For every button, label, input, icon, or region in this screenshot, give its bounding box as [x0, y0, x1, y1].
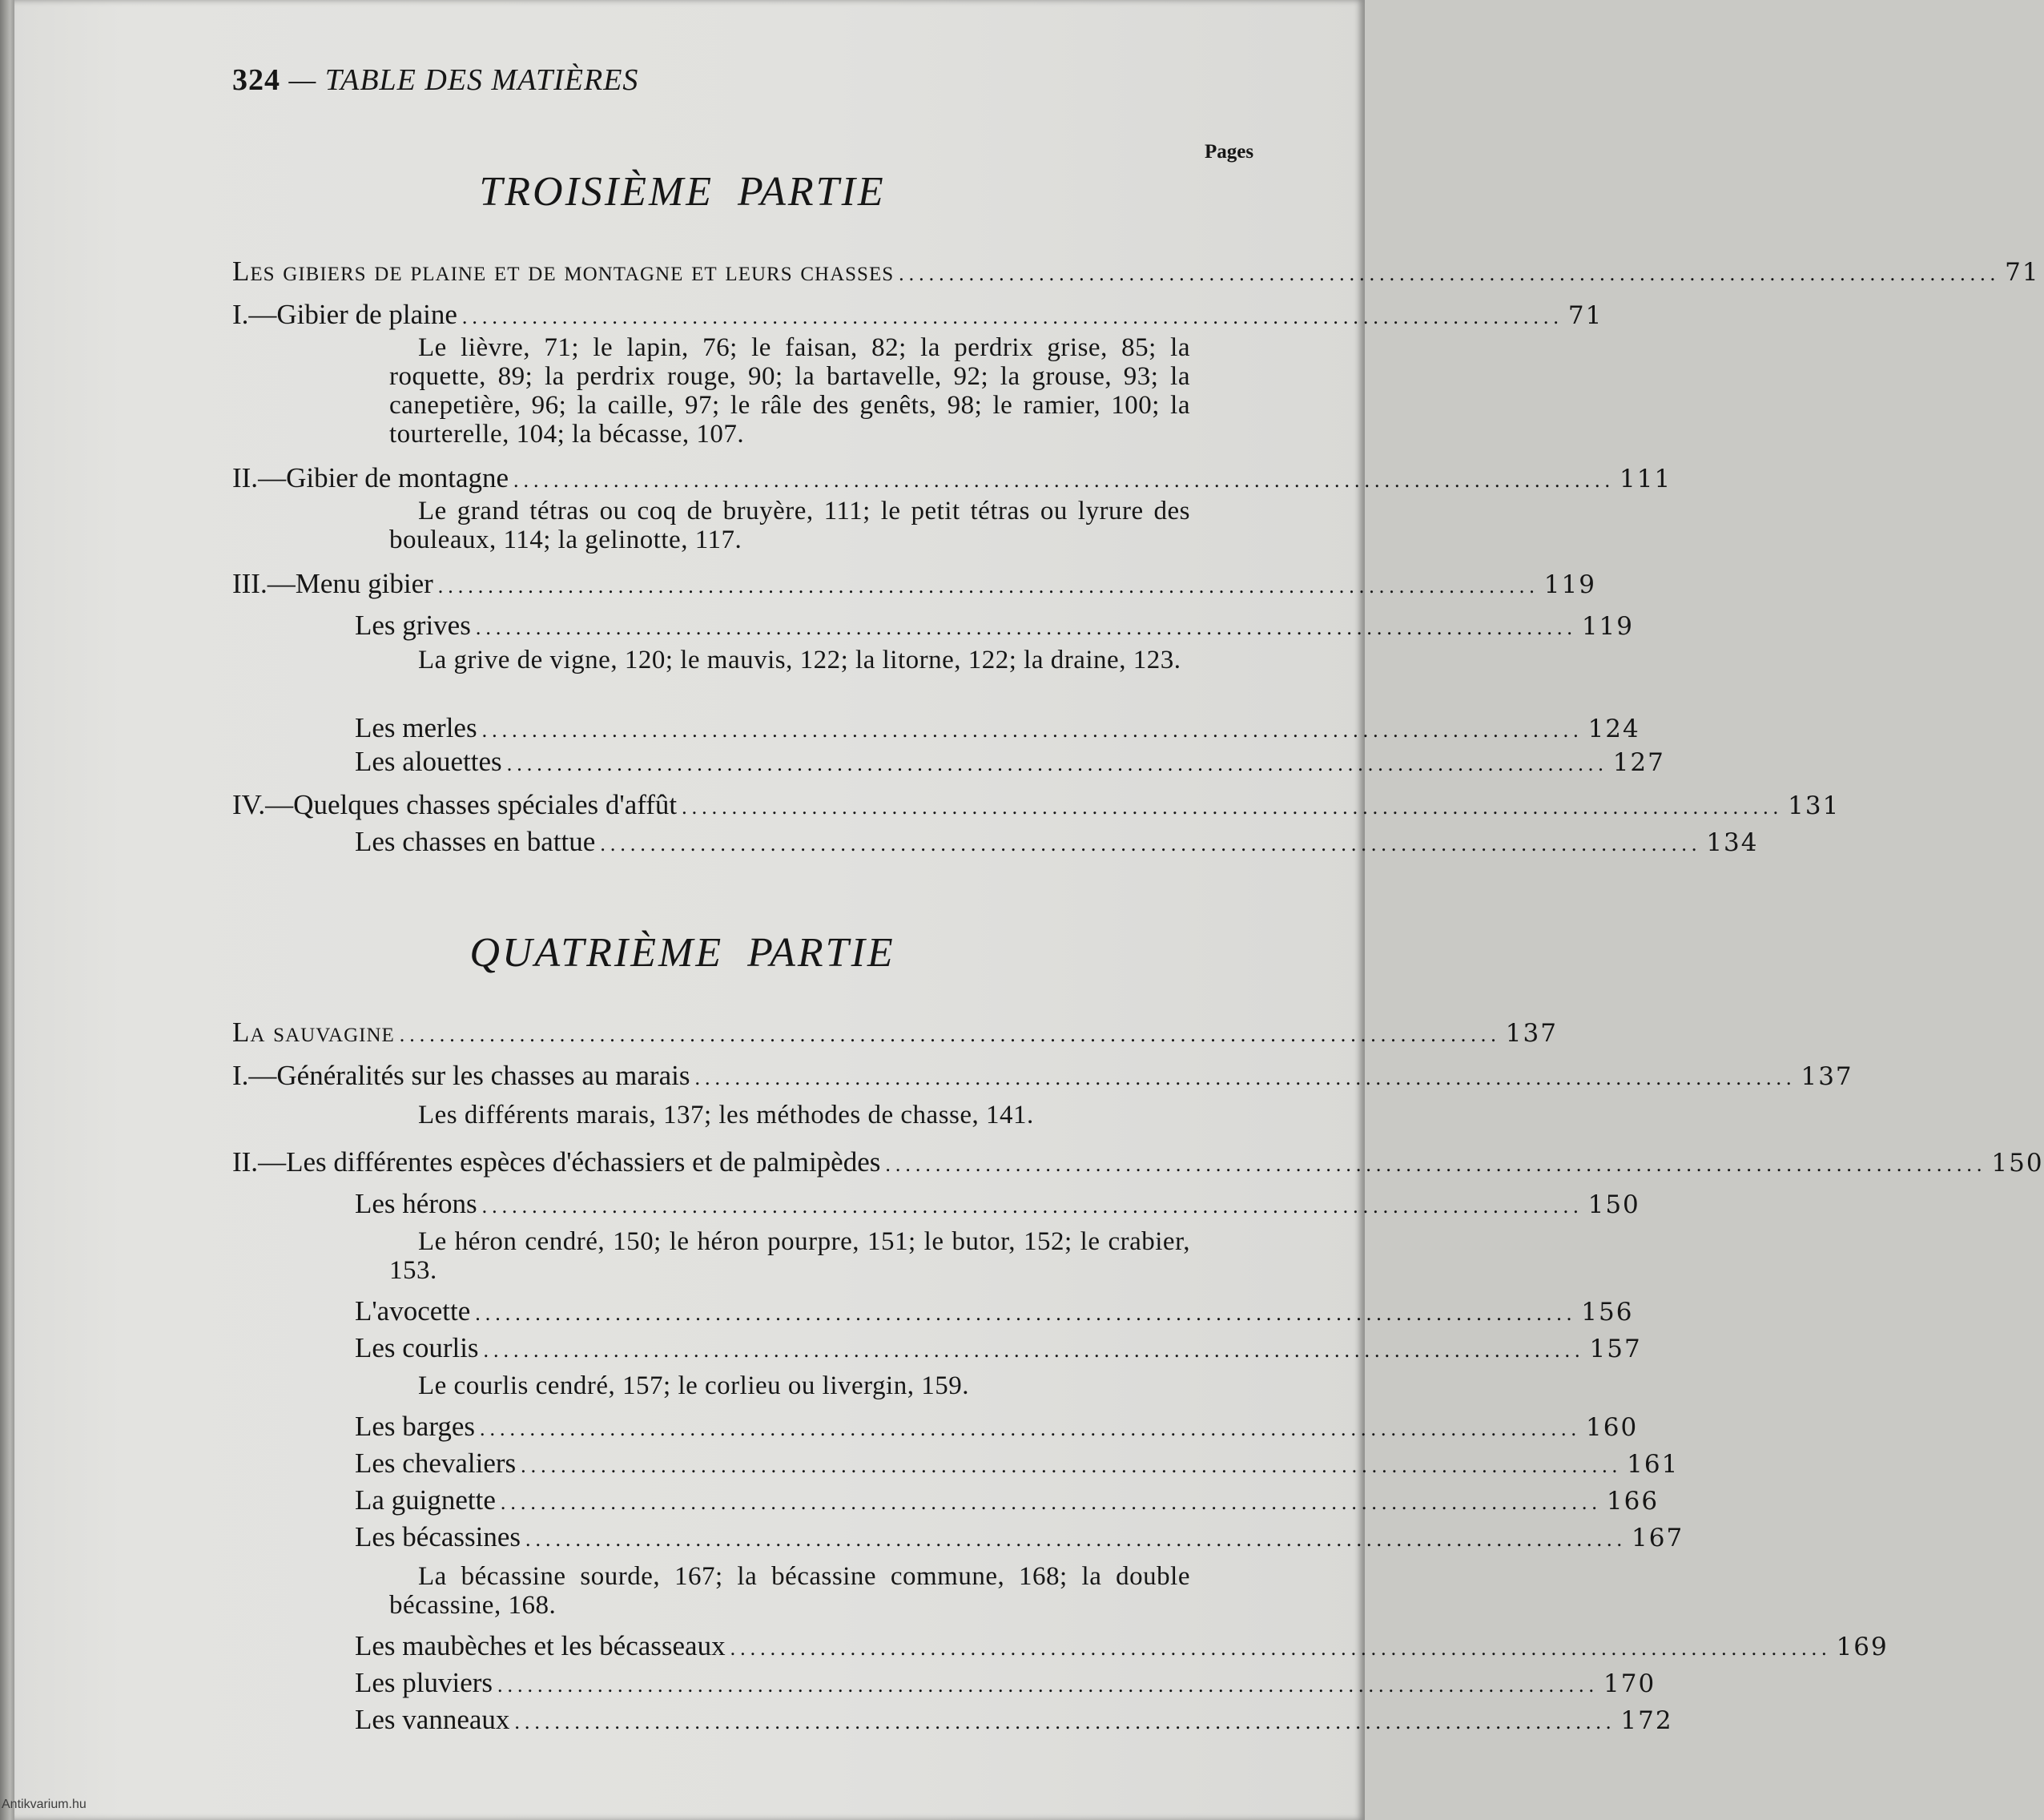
toc-page: 137	[1801, 1062, 1853, 1091]
toc-page: 119	[1543, 570, 1596, 599]
book-spine-shadow	[0, 0, 14, 1820]
entry-dash: —	[248, 299, 277, 330]
dot-leader: ..............................................................................................................	[475, 616, 1577, 639]
toc-page: 156	[1581, 1298, 1634, 1327]
toc-subentry[interactable]	[355, 609, 1634, 645]
toc-entry[interactable]	[232, 461, 1672, 497]
toc-label: Quelques chasses spéciales d'affût	[293, 789, 678, 820]
dot-leader: ..............................................................................................................	[475, 1302, 1577, 1325]
toc-page: 131	[1788, 791, 1841, 820]
entry-numeral: I.	[232, 1060, 249, 1091]
toc-entry[interactable]	[232, 788, 1841, 824]
toc-label: Gibier de plaine	[276, 299, 457, 330]
toc-page: 71	[1567, 301, 1603, 330]
toc-page: 124	[1587, 715, 1640, 743]
dot-leader: ..............................................................................................................	[461, 305, 1563, 328]
toc-label: La guignette	[355, 1484, 496, 1516]
toc-label: Les barges	[355, 1411, 475, 1442]
entry-dash: —	[265, 789, 294, 820]
toc-subentry[interactable]	[355, 1666, 1656, 1702]
dot-leader: ..............................................................................................................	[481, 1194, 1583, 1218]
toc-label: Généralités sur les chasses au marais	[276, 1060, 690, 1091]
watermark: Antikvarium.hu	[2, 1798, 87, 1811]
dot-leader: ..............................................................................................................	[399, 1023, 1501, 1046]
dot-leader: ..............................................................................................................	[694, 1066, 1797, 1089]
toc-label: Les bécassines	[355, 1521, 521, 1552]
entry-detail: La bécassine sourde, 167; la bécassine commune, 168; la double bécassine, 168.	[389, 1562, 1190, 1620]
toc-page: 119	[1581, 612, 1634, 641]
toc-section-4[interactable]	[232, 1016, 1558, 1052]
toc-label: Menu gibier	[295, 568, 433, 599]
toc-label: Les chasses en battue	[355, 826, 596, 857]
dot-leader: ..............................................................................................................	[521, 1454, 1623, 1477]
dot-leader: ..............................................................................................................	[506, 752, 1608, 775]
toc-label: Les alouettes	[355, 746, 502, 777]
toc-subentry[interactable]	[355, 1629, 1889, 1665]
toc-page: 134	[1706, 828, 1759, 857]
dot-leader: ..............................................................................................................	[899, 262, 2001, 285]
toc-page: 172	[1620, 1706, 1673, 1735]
toc-label: Les différentes espèces d'échassiers et de palmipèdes	[286, 1146, 881, 1178]
page-number: 324	[232, 63, 280, 97]
entry-numeral: I.	[232, 299, 249, 330]
toc-label: Les merles	[355, 712, 477, 743]
toc-entry[interactable]	[232, 567, 1596, 603]
toc-page: 160	[1586, 1413, 1639, 1442]
toc-label: Les chevaliers	[355, 1448, 517, 1479]
dot-leader: ..............................................................................................................	[480, 1417, 1581, 1440]
toc-subentry[interactable]	[355, 1520, 1684, 1556]
toc-label: Les vanneaux	[355, 1704, 510, 1735]
entry-dash: —	[248, 1060, 277, 1091]
toc-label: Les maubèches et les bécasseaux	[355, 1630, 726, 1661]
toc-page: 127	[1612, 748, 1665, 777]
toc-label: Les courlis	[355, 1332, 479, 1363]
toc-subentry[interactable]	[355, 1410, 1639, 1446]
dot-leader: ..............................................................................................................	[437, 574, 1539, 598]
entry-detail: Les différents marais, 137; les méthodes de chasse, 141.	[418, 1101, 1034, 1129]
toc-page: 111	[1620, 465, 1672, 493]
toc-label: Gibier de montagne	[286, 462, 509, 493]
toc-entry[interactable]	[232, 298, 1603, 334]
dot-leader: ..............................................................................................................	[497, 1673, 1599, 1697]
dot-leader: ..............................................................................................................	[730, 1637, 1832, 1660]
dot-leader: ..............................................................................................................	[481, 719, 1583, 742]
toc-subentry[interactable]	[355, 745, 1665, 781]
entry-detail: Le grand tétras ou coq de bruyère, 111; le petit tétras ou lyrure des bouleaux, 114; la gelinotte, 117.	[389, 497, 1190, 554]
dot-leader: ..............................................................................................................	[483, 1339, 1585, 1362]
dot-leader: ..............................................................................................................	[600, 832, 1702, 856]
part-title-3: TROISIÈME PARTIE	[479, 169, 886, 215]
entry-detail: Le courlis cendré, 157; le corlieu ou livergin, 159.	[418, 1371, 969, 1400]
entry-dash: —	[267, 568, 296, 599]
toc-entry[interactable]	[232, 1146, 2044, 1182]
dot-leader: ..............................................................................................................	[500, 1491, 1602, 1514]
toc-subentry[interactable]	[355, 711, 1640, 747]
toc-label: Les hérons	[355, 1188, 477, 1219]
running-title: — TABLE DES MATIÈRES	[288, 63, 639, 97]
toc-subentry[interactable]	[355, 1295, 1634, 1331]
toc-page: 157	[1589, 1335, 1642, 1363]
entry-numeral: II.	[232, 462, 259, 493]
toc-subentry[interactable]	[355, 1187, 1640, 1223]
entry-numeral: IV.	[232, 789, 266, 820]
toc-entry[interactable]	[232, 1059, 1853, 1095]
part-title-4: QUATRIÈME PARTIE	[469, 930, 895, 976]
running-head	[232, 62, 638, 98]
toc-page: 169	[1836, 1633, 1889, 1661]
toc-subentry[interactable]	[355, 1484, 1660, 1520]
toc-subentry[interactable]	[355, 1331, 1642, 1367]
toc-subentry[interactable]	[355, 825, 1759, 861]
entry-detail: Le héron cendré, 150; le héron pourpre, 151; le butor, 152; le crabier, 153.	[389, 1227, 1190, 1285]
toc-subentry[interactable]	[355, 1447, 1680, 1483]
dot-leader: ..............................................................................................................	[514, 1710, 1616, 1733]
toc-page: 167	[1632, 1524, 1684, 1552]
dot-leader: ..............................................................................................................	[513, 469, 1615, 492]
toc-page: 150	[1587, 1190, 1640, 1219]
toc-page: 161	[1627, 1450, 1680, 1479]
entry-dash: —	[258, 1146, 287, 1178]
toc-page: 170	[1603, 1669, 1656, 1698]
toc-section-3[interactable]	[232, 255, 2040, 291]
pages-column-label: Pages	[1205, 141, 1254, 163]
toc-page: 137	[1505, 1019, 1558, 1048]
entry-dash: —	[258, 462, 287, 493]
dot-leader: ..............................................................................................................	[682, 795, 1784, 819]
dot-leader: ..............................................................................................................	[525, 1528, 1628, 1551]
toc-subentry[interactable]	[355, 1703, 1673, 1739]
entry-detail: Le lièvre, 71; le lapin, 76; le faisan, 82; la perdrix grise, 85; la roquette, 89; la perdrix rouge, 90; la bartavelle, 92; la grouse, 93; la canepetière, 96; la caille, 97; le râle des genêts, 98; le ramier, 100; la tourterelle, 104; la bécasse, 107.	[389, 333, 1190, 449]
toc-page: 166	[1606, 1487, 1660, 1516]
toc-page: 71	[2005, 258, 2040, 287]
toc-label: L'avocette	[355, 1295, 471, 1327]
toc-label: La sauvagine	[232, 1017, 395, 1048]
toc-label: Les pluviers	[355, 1667, 493, 1698]
entry-numeral: III.	[232, 568, 268, 599]
toc-page: 150	[1991, 1149, 2044, 1178]
toc-label: Les grives	[355, 610, 471, 641]
dot-leader: ..............................................................................................................	[885, 1153, 1987, 1176]
entry-detail: La grive de vigne, 120; le mauvis, 122; la litorne, 122; la draine, 123.	[418, 646, 1181, 674]
entry-numeral: II.	[232, 1146, 259, 1178]
toc-label: Les gibiers de plaine et de montagne et leurs chasses	[232, 256, 895, 287]
